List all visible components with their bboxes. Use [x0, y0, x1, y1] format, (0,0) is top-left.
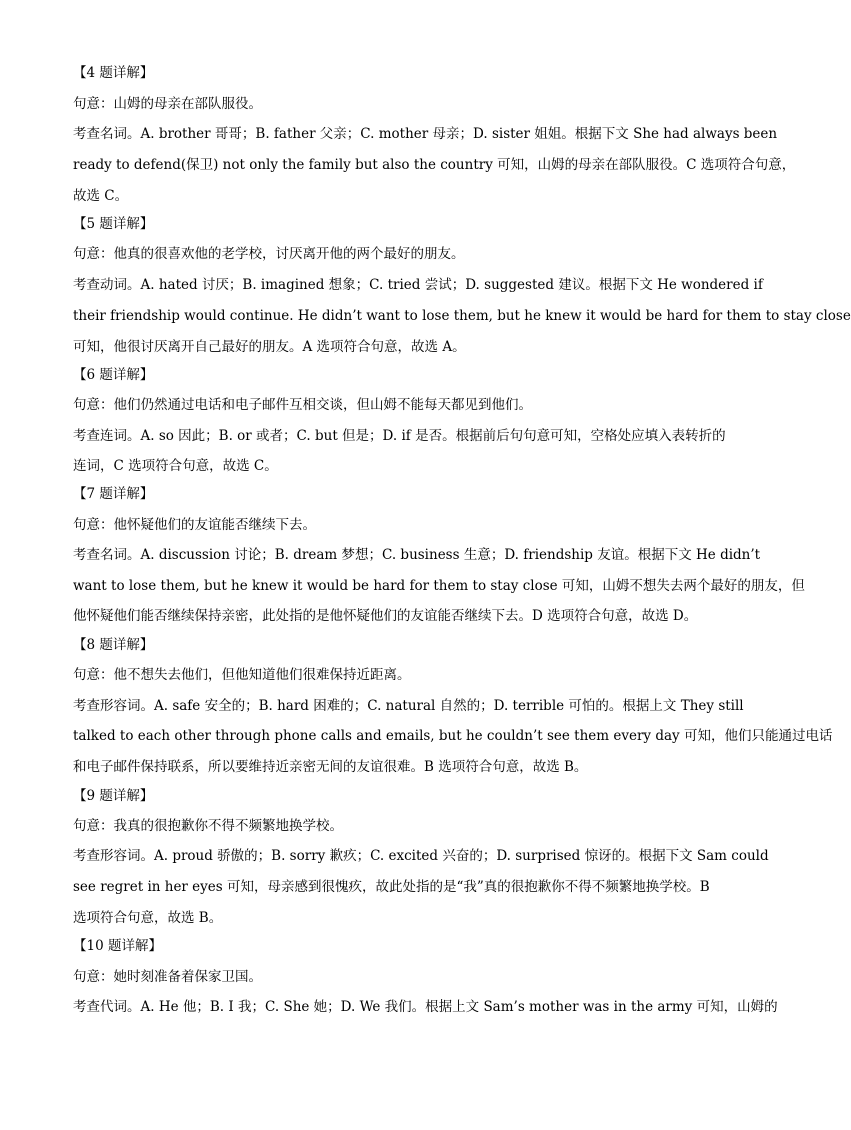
section-heading: 【7 题详解】 [73, 486, 154, 502]
sentence-meaning: 句意：他真的很喜欢他的老学校，讨厌离开他的两个最好的朋友。 [73, 246, 465, 262]
section-heading: 【4 题详解】 [73, 65, 154, 81]
explanation-line: 故选 C。 [73, 188, 129, 204]
explanation-line: 可知，他很讨厌离开自己最好的朋友。A 选项符合句意，故选 A。 [73, 339, 466, 355]
explanation-line: 考查动词。A. hated 讨厌；B. imagined 想象；C. tried 尝试；D. suggested 建议。根据下文 He wondered if [73, 277, 763, 293]
sentence-meaning: 句意：他们仍然通过电话和电子邮件互相交谈，但山姆不能每天都见到他们。 [73, 397, 532, 413]
explanation-line: 考查形容词。A. safe 安全的；B. hard 困难的；C. natural 自然的；D. terrible 可怕的。根据上文 They still [73, 698, 744, 714]
explanation-line: 连词，C 选项符合句意，故选 C。 [73, 458, 278, 474]
explanation-line: 考查代词。A. He 他；B. I 我；C. She 她；D. We 我们。根据上文 Sam’s mother was in the army 可知，山姆的 [73, 999, 778, 1015]
section-heading: 【10 题详解】 [73, 938, 162, 954]
explanation-line: see regret in her eyes 可知，母亲感到很愧疚，故此处指的是“我”真的很抱歉你不得不频繁地换学校。B [73, 879, 710, 895]
sentence-meaning: 句意：山姆的母亲在部队服役。 [73, 96, 262, 112]
explanation-line: ready to defend(保卫) not only the family but also the country 可知，山姆的母亲在部队服役。C 选项符合句意， [73, 157, 796, 173]
explanation-line: 选项符合句意，故选 B。 [73, 910, 223, 926]
section-heading: 【8 题详解】 [73, 637, 154, 653]
explanation-line: 考查名词。A. brother 哥哥；B. father 父亲；C. mother 母亲；D. sister 姐姐。根据下文 She had always been [73, 126, 778, 142]
sentence-meaning: 句意：他怀疑他们的友谊能否继续下去。 [73, 517, 316, 533]
explanation-line: 和电子邮件保持联系，所以要维持近亲密无间的友谊很难。B 选项符合句意，故选 B。 [73, 759, 588, 775]
sentence-meaning: 句意：他不想失去他们，但他知道他们很难保持近距离。 [73, 667, 411, 683]
explanation-line: their friendship would continue. He didn’t want to lose them, but he knew it would be hard for them to stay close [73, 308, 851, 324]
section-heading: 【6 题详解】 [73, 367, 154, 383]
explanation-line: want to lose them, but he knew it would be hard for them to stay close 可知，山姆不想失去两个最好的朋友，但 [73, 578, 805, 594]
section-heading: 【9 题详解】 [73, 788, 154, 804]
explanation-line: 考查形容词。A. proud 骄傲的；B. sorry 歉疚；C. excited 兴奋的；D. surprised 惊讶的。根据下文 Sam could [73, 848, 769, 864]
sentence-meaning: 句意：我真的很抱歉你不得不频繁地换学校。 [73, 818, 343, 834]
sentence-meaning: 句意：她时刻准备着保家卫国。 [73, 969, 262, 985]
explanation-line: 他怀疑他们能否继续保持亲密，此处指的是他怀疑他们的友谊能否继续下去。D 选项符合句意，故选 D。 [73, 608, 698, 624]
explanation-line: talked to each other through phone calls and emails, but he couldn’t see them every day 可知，他们只能通过电话 [73, 728, 833, 744]
section-heading: 【5 题详解】 [73, 216, 154, 232]
explanation-line: 考查名词。A. discussion 讨论；B. dream 梦想；C. business 生意；D. friendship 友谊。根据下文 He didn’t [73, 547, 761, 563]
explanation-line: 考查连词。A. so 因此；B. or 或者；C. but 但是；D. if 是否。根据前后句句意可知，空格处应填入表转折的 [73, 428, 726, 444]
